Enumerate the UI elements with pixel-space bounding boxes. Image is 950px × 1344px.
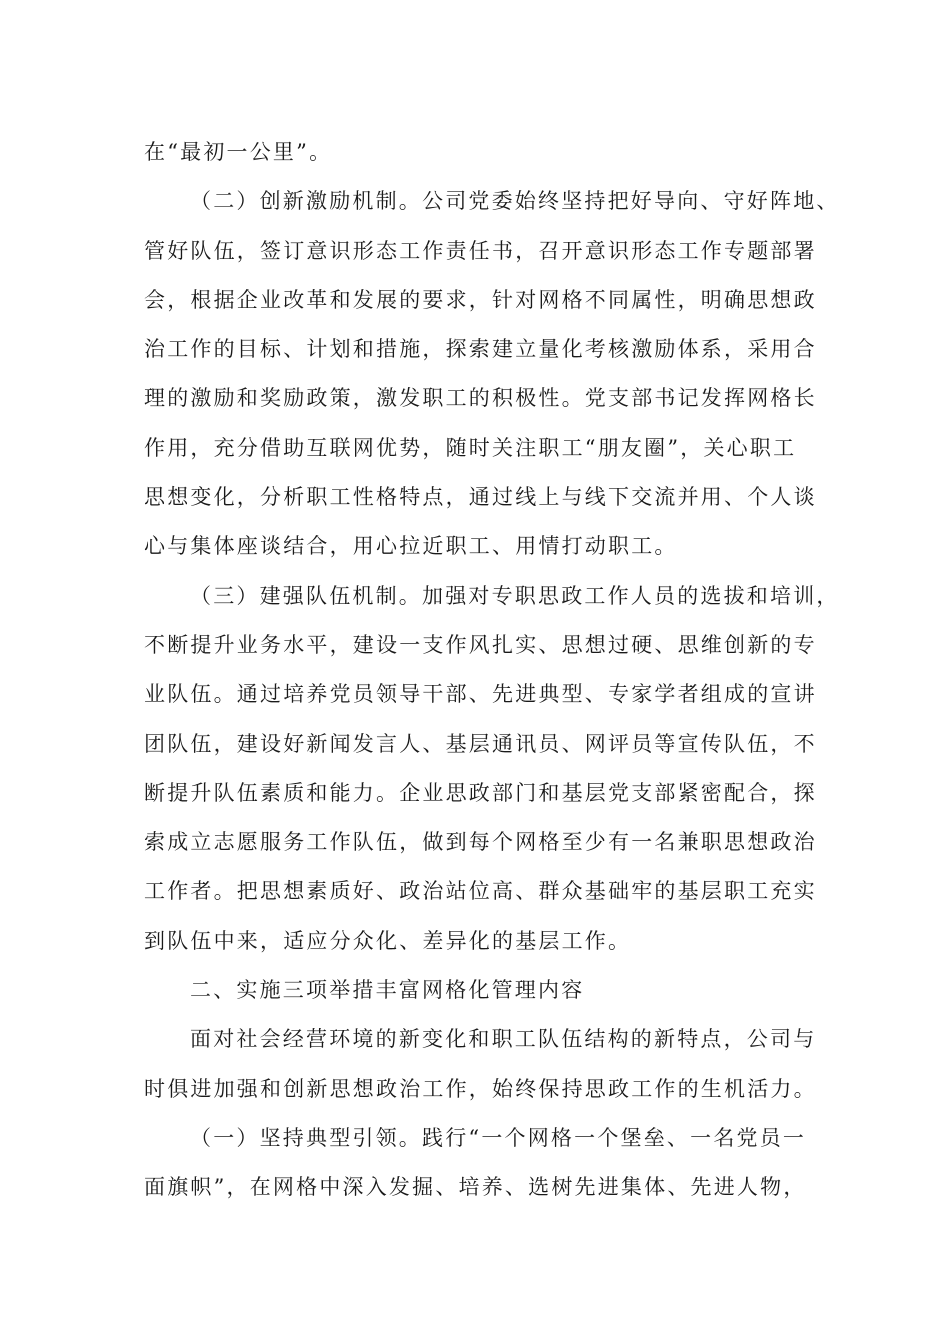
- text-line: 到队伍中来，适应分众化、差异化的基层工作。: [144, 928, 632, 953]
- text-line: 业队伍。通过培养党员领导干部、先进典型、专家学者组成的宣讲: [144, 682, 817, 707]
- text-line: （一）坚持典型引领。践行“一个网格一个堡垒、一名党员一: [190, 1125, 807, 1150]
- text-line: （三）建强队伍机制。加强对专职思政工作人员的选拔和培训，: [190, 583, 840, 608]
- text-line: 不断提升业务水平，建设一支作风扎实、思想过硬、思维创新的专: [144, 632, 817, 657]
- text-line: 管好队伍，签订意识形态工作责任书，召开意识形态工作专题部署: [144, 238, 817, 263]
- body-text: [144, 128, 840, 1213]
- text-line: 在“最初一公里”。: [144, 140, 333, 164]
- text-line: 工作者。把思想素质好、政治站位高、群众基础牢的基层职工充实: [144, 879, 817, 904]
- text-line: 理的激励和奖励政策，激发职工的积极性。党支部书记发挥网格长: [144, 386, 817, 411]
- text-line: 作用，充分借助互联网优势，随时关注职工“朋友圈”，关心职工: [144, 435, 797, 460]
- text-line: 会，根据企业改革和发展的要求，针对网格不同属性，明确思想政: [144, 287, 817, 312]
- text-line: 断提升队伍素质和能力。企业思政部门和基层党支部紧密配合，探: [144, 780, 817, 805]
- text-line: 索成立志愿服务工作队伍，做到每个网格至少有一名兼职思想政治: [144, 830, 817, 855]
- text-line: 治工作的目标、计划和措施，探索建立量化考核激励体系，采用合: [144, 337, 817, 362]
- text-line: 思想变化，分析职工性格特点，通过线上与线下交流并用、个人谈: [144, 485, 817, 510]
- text-line: 面旗帜”，在网格中深入发掘、培养、选树先进集体、先进人物，: [144, 1175, 807, 1200]
- text-line: 团队伍，建设好新闻发言人、基层通讯员、网评员等宣传队伍，不: [144, 731, 817, 756]
- text-line: 心与集体座谈结合，用心拉近职工、用情打动职工。: [144, 534, 678, 559]
- text-line: 面对社会经营环境的新变化和职工队伍结构的新特点，公司与: [190, 1027, 817, 1052]
- text-line: （二）创新激励机制。公司党委始终坚持把好导向、守好阵地、: [190, 189, 840, 214]
- text-line: 时俱进加强和创新思想政治工作，始终保持思政工作的生机活力。: [144, 1076, 817, 1101]
- section-heading: 二、实施三项举措丰富网格化管理内容: [190, 978, 585, 1003]
